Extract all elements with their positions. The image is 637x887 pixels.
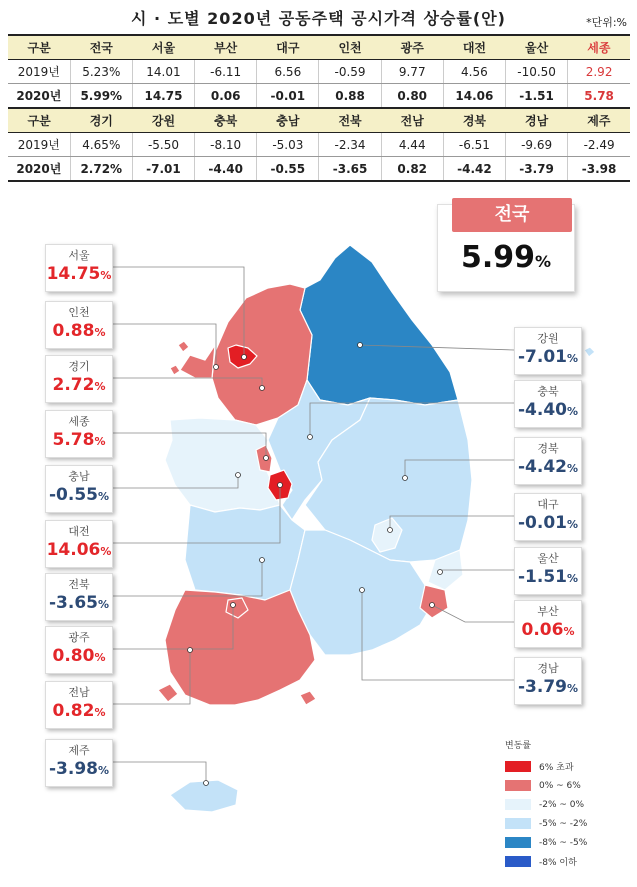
page-title: 시 · 도별 2020년 공동주택 공시가격 상승률(안) (131, 9, 506, 28)
region-jeonbuk[interactable] (185, 505, 305, 600)
legend-title: 변동률 (505, 741, 532, 751)
label-incheon (45, 301, 113, 349)
region-number: 5.78 (52, 430, 95, 450)
ulleung-island (584, 347, 595, 357)
pct-sign: % (97, 764, 110, 777)
table-cell: 5.99% (70, 84, 132, 109)
pct-sign: % (94, 380, 106, 393)
label-daejeon (45, 520, 113, 568)
legend-swatch (505, 761, 531, 772)
region-number: 0.88 (52, 321, 95, 341)
table-cell: 5.78 (568, 84, 630, 109)
region-number: -4.42 (517, 457, 567, 477)
label-sejong (45, 410, 113, 458)
location-dot (204, 781, 209, 786)
pct-sign: % (566, 682, 579, 695)
pct-sign: % (94, 706, 106, 719)
table-cell: 0.80 (381, 84, 443, 109)
legend-swatch (505, 837, 531, 848)
table-cell: 전남 (381, 108, 443, 133)
location-dot (438, 570, 443, 575)
location-dot (278, 483, 283, 488)
location-dot (264, 456, 269, 461)
region-number: -3.98 (48, 759, 98, 779)
region-value (46, 430, 112, 450)
table-cell: 경남 (506, 108, 568, 133)
table-cell: 구분 (8, 108, 70, 133)
table-cell: 경북 (443, 108, 505, 133)
region-number: 0.82 (52, 701, 95, 721)
table-cell: 2020년 (8, 157, 70, 182)
incheon-island (178, 341, 189, 352)
legend-swatch (505, 799, 531, 810)
table-cell: 2019년 (8, 60, 70, 84)
table-cell: -2.34 (319, 133, 381, 157)
legend-item (505, 795, 615, 814)
national-label: 전국 (452, 198, 572, 232)
national-pct: % (535, 252, 552, 271)
table-cell: 2019년 (8, 133, 70, 157)
legend-label: -8% ~ -5% (539, 837, 588, 848)
region-name: 강원 (537, 332, 559, 345)
location-dot (430, 603, 435, 608)
region-value (46, 701, 112, 721)
table-cell: 2.72% (70, 157, 132, 182)
table-cell: 2.92 (568, 60, 630, 84)
table-cell: 강원 (132, 108, 194, 133)
region-name: 대전 (68, 525, 90, 538)
pct-sign: % (100, 269, 112, 282)
pct-sign: % (97, 490, 110, 503)
table-cell: -5.03 (257, 133, 319, 157)
pct-sign: % (94, 651, 106, 664)
region-number: 14.75 (46, 264, 101, 284)
region-value (515, 567, 581, 587)
table-cell: -1.51 (506, 84, 568, 109)
label-busan (514, 600, 582, 648)
table-cell: -5.50 (132, 133, 194, 157)
table-cell: 9.77 (381, 60, 443, 84)
region-value (46, 540, 112, 560)
label-gangwon (514, 327, 582, 375)
legend-label: 0% ~ 6% (539, 780, 581, 791)
region-number: -4.40 (517, 400, 567, 420)
table-cell: -0.01 (257, 84, 319, 109)
region-name: 전북 (68, 578, 90, 591)
jeonnam-island (300, 691, 316, 705)
region-name: 대구 (537, 498, 559, 511)
table-cell: 4.56 (443, 60, 505, 84)
region-number: 14.06 (46, 540, 101, 560)
label-gyeongnam (514, 657, 582, 705)
legend-item (505, 814, 615, 833)
table-cell: -4.40 (195, 157, 257, 182)
legend-item (505, 757, 615, 776)
table-cell: 6.56 (257, 60, 319, 84)
region-number: -0.01 (517, 513, 567, 533)
location-dot (260, 558, 265, 563)
table-cell: 2020년 (8, 84, 70, 109)
location-dot (360, 588, 365, 593)
region-value (515, 620, 581, 640)
region-name: 경북 (537, 442, 559, 455)
location-dot (231, 603, 236, 608)
table-cell: 전국 (70, 35, 132, 60)
label-gyeongbuk (514, 437, 582, 485)
table-cell: 경기 (70, 108, 132, 133)
table-cell: 서울 (132, 35, 194, 60)
location-dot (260, 386, 265, 391)
legend-label: -2% ~ 0% (539, 799, 585, 810)
label-jeonbuk (45, 573, 113, 621)
pct-sign: % (566, 518, 579, 531)
region-number: 0.06 (521, 620, 564, 640)
national-value (437, 240, 575, 275)
table-cell: -7.01 (132, 157, 194, 182)
jeonnam-island (158, 684, 178, 702)
region-name: 경남 (537, 662, 559, 675)
legend-label: -5% ~ -2% (539, 818, 588, 829)
table-cell: 충북 (195, 108, 257, 133)
unit-note: *단위:% (586, 16, 627, 29)
region-name: 세종 (68, 415, 90, 428)
pct-sign: % (563, 625, 575, 638)
region-value (515, 347, 581, 367)
legend-label: -8% 이하 (539, 858, 577, 868)
table-cell: -3.98 (568, 157, 630, 182)
table-cell: -6.11 (195, 60, 257, 84)
table-cell: 대구 (257, 35, 319, 60)
label-gwangju (45, 626, 113, 674)
legend (505, 738, 615, 871)
table-cell: 충남 (257, 108, 319, 133)
region-name: 서울 (68, 249, 90, 262)
region-gangwon[interactable] (300, 245, 458, 405)
table-cell: 0.88 (319, 84, 381, 109)
pct-sign: % (94, 326, 106, 339)
region-name: 인천 (68, 306, 90, 319)
table-cell: 14.06 (443, 84, 505, 109)
region-value (46, 593, 112, 613)
region-value (46, 264, 112, 284)
label-seoul (45, 244, 113, 292)
table-cell: -4.42 (443, 157, 505, 182)
table-cell: -8.10 (195, 133, 257, 157)
incheon-island (170, 365, 180, 375)
label-chungnam (45, 465, 113, 513)
location-dot (188, 648, 193, 653)
table-cell: -6.51 (443, 133, 505, 157)
legend-item (505, 776, 615, 795)
label-jeonnam (45, 681, 113, 729)
location-dot (308, 435, 313, 440)
table-cell: 부산 (195, 35, 257, 60)
table-cell: 울산 (506, 35, 568, 60)
location-dot (236, 473, 241, 478)
region-value (46, 375, 112, 395)
table-cell: 대전 (443, 35, 505, 60)
table-cell: 광주 (381, 35, 443, 60)
leader-line (112, 762, 206, 783)
pct-sign: % (97, 598, 110, 611)
pct-sign: % (566, 462, 579, 475)
table-cell: 5.23% (70, 60, 132, 84)
pct-sign: % (100, 545, 112, 558)
region-number: -3.79 (517, 677, 567, 697)
pct-sign: % (566, 405, 579, 418)
national-number: 5.99 (460, 240, 535, 275)
pct-sign: % (566, 572, 579, 585)
label-ulsan (514, 547, 582, 595)
table-cell: -3.65 (319, 157, 381, 182)
table-cell: 구분 (8, 35, 70, 60)
region-value (515, 457, 581, 477)
legend-swatch (505, 818, 531, 829)
location-dot (403, 476, 408, 481)
region-name: 충북 (537, 385, 559, 398)
region-name: 울산 (537, 552, 559, 565)
table-cell: 제주 (568, 108, 630, 133)
table-cell: -10.50 (506, 60, 568, 84)
region-number: -1.51 (517, 567, 567, 587)
region-name: 제주 (68, 744, 90, 757)
table-cell: 4.44 (381, 133, 443, 157)
region-name: 광주 (68, 631, 90, 644)
legend-item (505, 833, 615, 852)
location-dot (358, 343, 363, 348)
region-gyeonggi[interactable] (212, 284, 312, 425)
table-cell: -0.55 (257, 157, 319, 182)
region-value (46, 321, 112, 341)
legend-swatch (505, 856, 531, 867)
region-number: -7.01 (517, 347, 567, 367)
table-cell: 0.82 (381, 157, 443, 182)
legend-swatch (505, 780, 531, 791)
table-cell: -2.49 (568, 133, 630, 157)
region-value (515, 400, 581, 420)
table-cell: 4.65% (70, 133, 132, 157)
table-cell: 14.01 (132, 60, 194, 84)
location-dot (388, 528, 393, 533)
label-chungbuk (514, 380, 582, 428)
table-cell: 0.06 (195, 84, 257, 109)
label-jeju (45, 739, 113, 787)
region-number: -0.55 (48, 485, 98, 505)
region-number: 2.72 (52, 375, 95, 395)
region-value (515, 513, 581, 533)
region-name: 경기 (68, 360, 90, 373)
pct-sign: % (566, 352, 579, 365)
table-cell: 세종 (568, 35, 630, 60)
location-dot (242, 355, 247, 360)
location-dot (214, 365, 219, 370)
legend-item (505, 852, 615, 871)
table-cell: -9.69 (506, 133, 568, 157)
region-name: 전남 (68, 686, 90, 699)
region-number: -3.65 (48, 593, 98, 613)
pct-sign: % (94, 435, 106, 448)
region-name: 충남 (68, 470, 90, 483)
label-daegu (514, 493, 582, 541)
table-cell: 전북 (319, 108, 381, 133)
region-name: 부산 (537, 605, 559, 618)
table-cell: -0.59 (319, 60, 381, 84)
legend-label: 6% 초과 (539, 763, 574, 773)
region-number: 0.80 (52, 646, 95, 666)
table-cell: 14.75 (132, 84, 194, 109)
table-cell: -3.79 (506, 157, 568, 182)
region-value (515, 677, 581, 697)
region-value (46, 646, 112, 666)
label-gyeonggi (45, 355, 113, 403)
table-cell: 인천 (319, 35, 381, 60)
region-value (46, 485, 112, 505)
region-value (46, 759, 112, 779)
